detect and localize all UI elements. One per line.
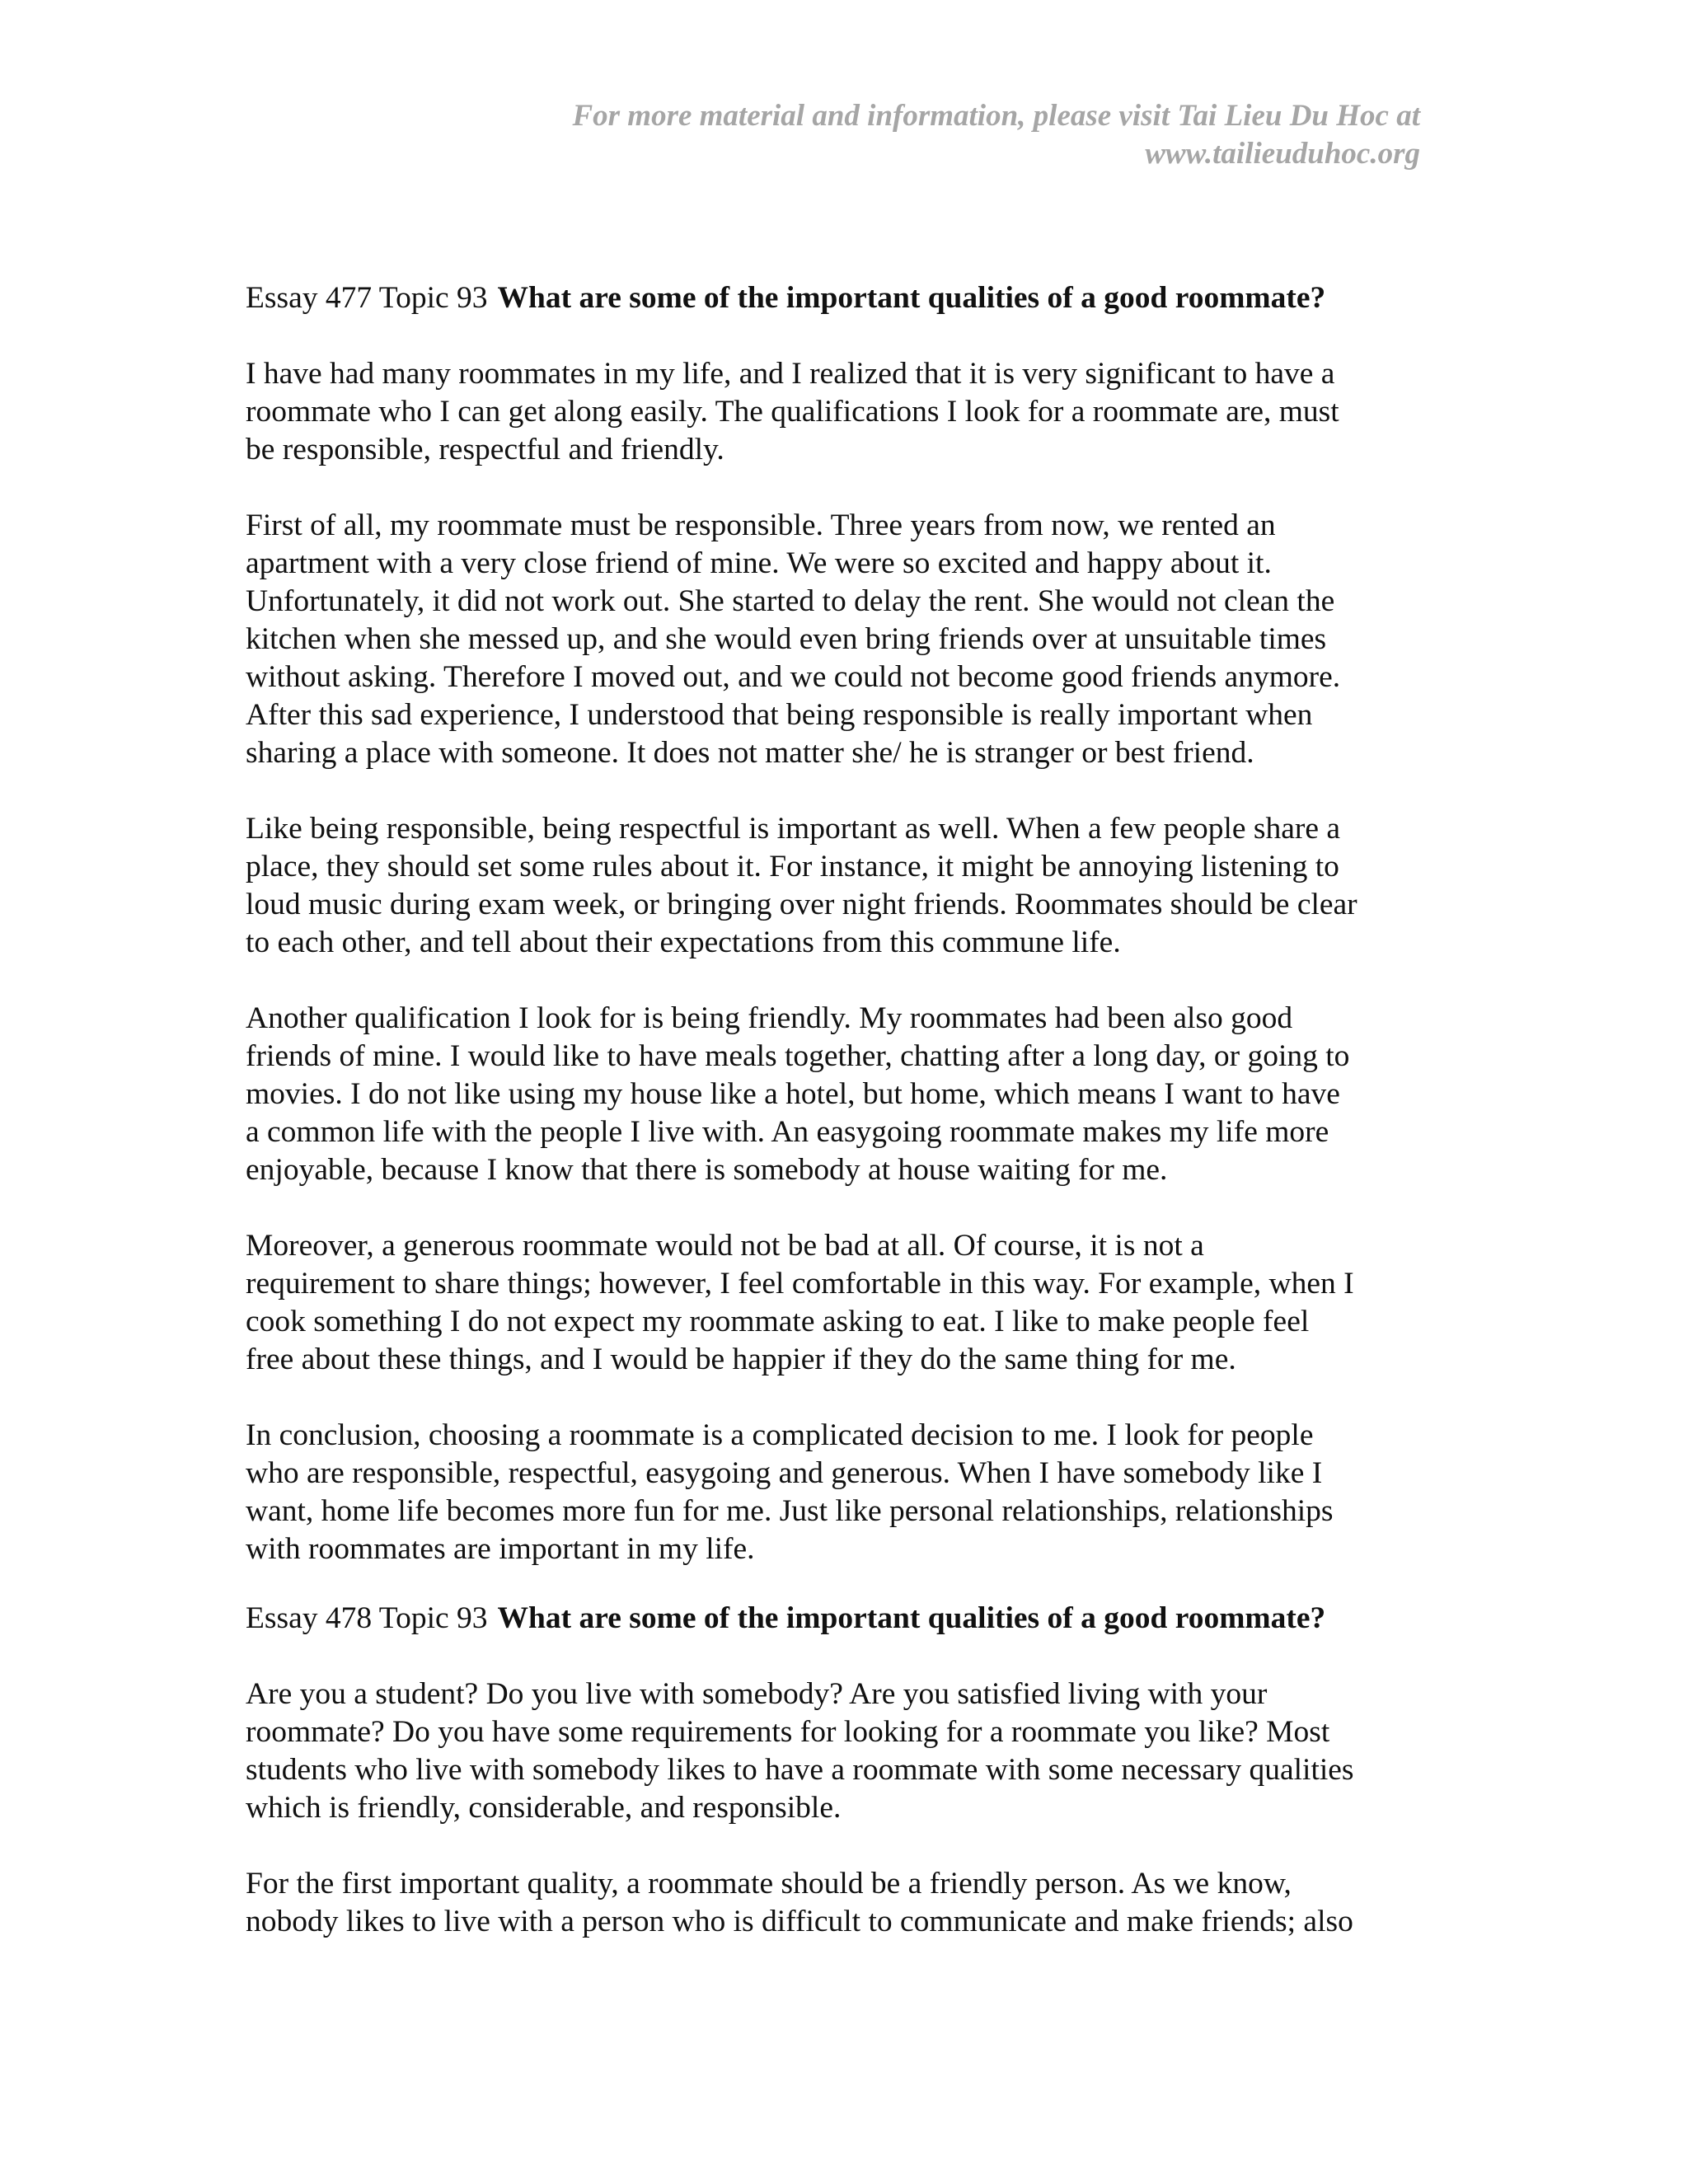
essay-label: Essay 478 Topic 93 bbox=[246, 1601, 488, 1635]
essay-478-heading bbox=[246, 1600, 1432, 1638]
paragraph-line: Another qualification I look for is being friendly. My roommates had been also good bbox=[246, 1001, 1293, 1035]
paragraph bbox=[246, 1000, 1432, 1189]
paragraph-line: loud music during exam week, or bringing over night friends. Roommates should be clear bbox=[246, 888, 1357, 921]
paragraph-line: free about these things, and I would be happier if they do the same thing for me. bbox=[246, 1343, 1236, 1376]
essay-477-body bbox=[246, 355, 1432, 1568]
paragraph-line: apartment with a very close friend of mine. We were so excited and happy about it. bbox=[246, 546, 1272, 580]
paragraph-line: roommate? Do you have some requirements for looking for a roommate you like? Most bbox=[246, 1715, 1330, 1749]
paragraph-line: without asking. Therefore I moved out, and we could not become good friends anymore. bbox=[246, 660, 1341, 694]
paragraph-line: who are responsible, respectful, easygoing and generous. When I have somebody like I bbox=[246, 1456, 1323, 1490]
essay-question: What are some of the important qualities of a good roommate? bbox=[497, 281, 1326, 315]
paragraph-line: Unfortunately, it did not work out. She started to delay the rent. She would not clean the bbox=[246, 584, 1335, 618]
paragraph-line: enjoyable, because I know that there is somebody at house waiting for me. bbox=[246, 1153, 1168, 1187]
paragraph-line: After this sad experience, I understood that being responsible is really important when bbox=[246, 698, 1313, 732]
paragraph-line: nobody likes to live with a person who is difficult to communicate and make friends; also bbox=[246, 1905, 1353, 1938]
paragraph-line: to each other, and tell about their expectations from this commune life. bbox=[246, 926, 1121, 959]
paragraph bbox=[246, 1227, 1432, 1379]
paragraph-line: In conclusion, choosing a roommate is a complicated decision to me. I look for people bbox=[246, 1418, 1314, 1452]
paragraph-line: place, they should set some rules about it. For instance, it might be annoying listening to bbox=[246, 850, 1339, 883]
document-body bbox=[246, 279, 1432, 1979]
paragraph-line: be responsible, respectful and friendly. bbox=[246, 433, 724, 466]
essay-478-body bbox=[246, 1675, 1432, 1941]
source-note-line-1: For more material and information, please visit Tai Lieu Du Hoc at bbox=[572, 99, 1420, 133]
essay-477-heading bbox=[246, 279, 1432, 317]
paragraph-line: which is friendly, considerable, and responsible. bbox=[246, 1791, 842, 1825]
paragraph-line: Like being responsible, being respectful is important as well. When a few people share a bbox=[246, 812, 1341, 846]
paragraph-line: a common life with the people I live with. An easygoing roommate makes my life more bbox=[246, 1115, 1329, 1149]
paragraph-line: For the first important quality, a roommate should be a friendly person. As we know, bbox=[246, 1867, 1292, 1900]
paragraph bbox=[246, 1675, 1432, 1827]
source-note-url: www.tailieuduhoc.org bbox=[1145, 137, 1420, 171]
paragraph-line: friends of mine. I would like to have meals together, chatting after a long day, or going to bbox=[246, 1039, 1350, 1073]
paragraph bbox=[246, 1865, 1432, 1941]
essay-question: What are some of the important qualities of a good roommate? bbox=[497, 1601, 1326, 1635]
paragraph-line: movies. I do not like using my house like a hotel, but home, which means I want to have bbox=[246, 1077, 1340, 1111]
paragraph bbox=[246, 507, 1432, 772]
paragraph bbox=[246, 355, 1432, 469]
paragraph bbox=[246, 810, 1432, 962]
paragraph-line: students who live with somebody likes to have a roommate with some necessary qualities bbox=[246, 1753, 1354, 1787]
paragraph-line: First of all, my roommate must be responsible. Three years from now, we rented an bbox=[246, 509, 1276, 542]
paragraph-line: Moreover, a generous roommate would not be bad at all. Of course, it is not a bbox=[246, 1229, 1204, 1263]
paragraph-line: requirement to share things; however, I feel comfortable in this way. For example, when I bbox=[246, 1267, 1354, 1301]
paragraph bbox=[246, 1417, 1432, 1568]
paragraph-line: cook something I do not expect my roommate asking to eat. I like to make people feel bbox=[246, 1305, 1310, 1338]
essay-label: Essay 477 Topic 93 bbox=[246, 281, 488, 315]
paragraph-line: want, home life becomes more fun for me. Just like personal relationships, relationships bbox=[246, 1494, 1334, 1528]
paragraph-line: with roommates are important in my life. bbox=[246, 1532, 755, 1566]
paragraph-line: Are you a student? Do you live with somebody? Are you satisfied living with your bbox=[246, 1677, 1268, 1711]
paragraph-line: kitchen when she messed up, and she would even bring friends over at unsuitable times bbox=[246, 622, 1327, 656]
paragraph-line: roommate who I can get along easily. The qualifications I look for a roommate are, must bbox=[246, 395, 1339, 429]
paragraph-line: sharing a place with someone. It does not matter she/ he is stranger or best friend. bbox=[246, 736, 1254, 770]
paragraph-line: I have had many roommates in my life, and I realized that it is very significant to have a bbox=[246, 357, 1335, 391]
source-note bbox=[349, 97, 1420, 173]
